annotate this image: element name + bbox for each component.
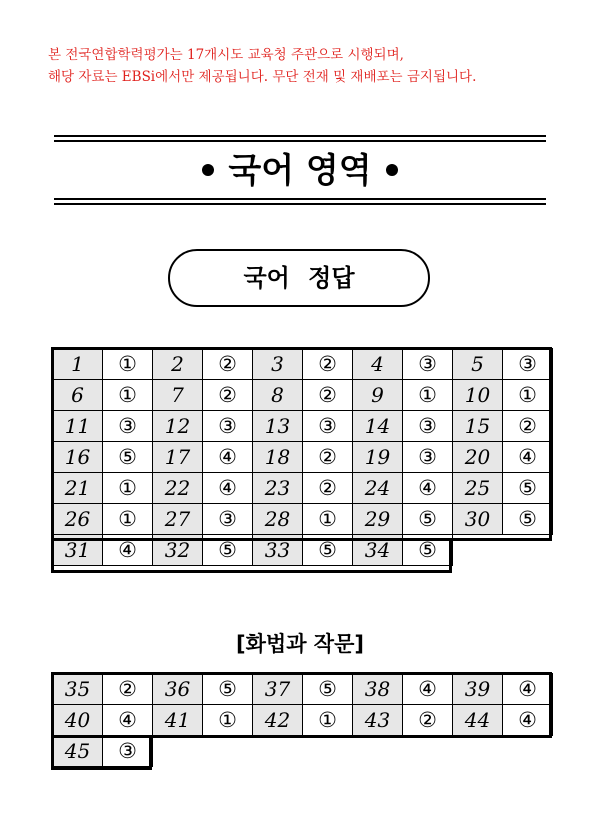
empty-cell (453, 535, 503, 566)
question-number: 4 (353, 349, 403, 380)
answer-choice: ③ (403, 349, 453, 380)
bottom-rule-2 (54, 203, 546, 205)
answer-choice: ⑤ (303, 535, 353, 566)
answer-row (53, 473, 553, 504)
answer-choice: ⑤ (303, 674, 353, 705)
answer-choice: ① (203, 705, 253, 736)
question-number: 20 (453, 442, 503, 473)
answer-choice: ④ (503, 705, 553, 736)
answer-choice: ③ (203, 504, 253, 535)
answer-choice: ③ (503, 349, 553, 380)
answer-choice: ② (303, 442, 353, 473)
answer-choice: ② (303, 349, 353, 380)
question-number: 24 (353, 473, 403, 504)
answer-choice: ② (103, 674, 153, 705)
answer-row (53, 349, 553, 380)
question-number: 35 (53, 674, 103, 705)
bottom-rule-1 (54, 198, 546, 200)
answer-choice: ⑤ (103, 442, 153, 473)
question-number: 45 (53, 736, 103, 767)
answer-choice: ③ (403, 442, 453, 473)
answer-choice: ③ (103, 736, 153, 767)
answer-choice: ① (303, 705, 353, 736)
answer-choice: ① (103, 380, 153, 411)
question-number: 34 (353, 535, 403, 566)
question-number: 23 (253, 473, 303, 504)
answer-choice: ① (403, 380, 453, 411)
common-answer-table (52, 348, 553, 566)
elective-answer-table (52, 673, 553, 767)
question-number: 37 (253, 674, 303, 705)
question-number: 39 (453, 674, 503, 705)
empty-cell (203, 736, 253, 767)
question-number: 8 (253, 380, 303, 411)
answer-choice: ② (403, 705, 453, 736)
answer-choice: ② (203, 380, 253, 411)
answer-row (53, 736, 553, 767)
answer-choice: ④ (203, 442, 253, 473)
answer-choice: ② (303, 473, 353, 504)
answer-row (53, 504, 553, 535)
top-rule-2 (54, 140, 546, 142)
notice-line-1: 본 전국연합학력평가는 17개시도 교육청 주관으로 시행되며, (48, 47, 404, 63)
answer-choice: ⑤ (203, 535, 253, 566)
question-number: 19 (353, 442, 403, 473)
answer-row (53, 705, 553, 736)
question-number: 17 (153, 442, 203, 473)
answer-choice: ② (203, 349, 253, 380)
empty-cell (503, 736, 553, 767)
answer-choice: ② (303, 380, 353, 411)
question-number: 13 (253, 411, 303, 442)
question-number: 3 (253, 349, 303, 380)
question-number: 29 (353, 504, 403, 535)
empty-cell (303, 736, 353, 767)
question-number: 16 (53, 442, 103, 473)
question-number: 38 (353, 674, 403, 705)
question-number: 30 (453, 504, 503, 535)
question-number: 40 (53, 705, 103, 736)
copyright-notice (48, 44, 588, 88)
answer-choice: ① (103, 349, 153, 380)
empty-cell (253, 736, 303, 767)
question-number: 31 (53, 535, 103, 566)
top-rule-1 (54, 135, 546, 137)
empty-cell (453, 736, 503, 767)
question-number: 11 (53, 411, 103, 442)
bullet-icon (386, 164, 398, 176)
answer-heading: 국어 정답 (168, 249, 430, 307)
answer-choice: ④ (203, 473, 253, 504)
answer-choice: ③ (203, 411, 253, 442)
question-number: 33 (253, 535, 303, 566)
answer-choice: ④ (503, 674, 553, 705)
answer-choice: ③ (403, 411, 453, 442)
question-number: 18 (253, 442, 303, 473)
answer-choice: ④ (103, 535, 153, 566)
answer-row (53, 674, 553, 705)
question-number: 43 (353, 705, 403, 736)
question-number: 15 (453, 411, 503, 442)
answer-choice: ④ (403, 473, 453, 504)
section-title (54, 146, 546, 196)
question-number: 14 (353, 411, 403, 442)
empty-cell (353, 736, 403, 767)
question-number: 26 (53, 504, 103, 535)
question-number: 6 (53, 380, 103, 411)
answer-choice: ① (503, 380, 553, 411)
question-number: 10 (453, 380, 503, 411)
answer-row (53, 442, 553, 473)
answer-choice: ④ (403, 674, 453, 705)
notice-line-2: 해당 자료는 EBSi에서만 제공됩니다. 무단 전재 및 재배포는 금지됩니다. (48, 69, 477, 85)
answer-choice: ① (303, 504, 353, 535)
question-number: 25 (453, 473, 503, 504)
question-number: 7 (153, 380, 203, 411)
question-number: 5 (453, 349, 503, 380)
question-number: 2 (153, 349, 203, 380)
question-number: 9 (353, 380, 403, 411)
bullet-icon (202, 164, 214, 176)
question-number: 22 (153, 473, 203, 504)
answer-choice: ③ (103, 411, 153, 442)
question-number: 44 (453, 705, 503, 736)
answer-choice: ③ (303, 411, 353, 442)
question-number: 12 (153, 411, 203, 442)
answer-choice: ① (103, 473, 153, 504)
question-number: 21 (53, 473, 103, 504)
answer-choice: ⑤ (403, 504, 453, 535)
question-number: 41 (153, 705, 203, 736)
question-number: 36 (153, 674, 203, 705)
empty-cell (153, 736, 203, 767)
answer-choice: ④ (503, 442, 553, 473)
answer-row (53, 411, 553, 442)
empty-cell (503, 535, 553, 566)
empty-cell (403, 736, 453, 767)
answer-row (53, 380, 553, 411)
question-number: 32 (153, 535, 203, 566)
answer-choice: ② (503, 411, 553, 442)
question-number: 1 (53, 349, 103, 380)
question-number: 28 (253, 504, 303, 535)
question-number: 27 (153, 504, 203, 535)
answer-choice: ⑤ (403, 535, 453, 566)
section-title-text: 국어 영역 (228, 151, 372, 191)
elective-title: [화법과 작문] (236, 632, 364, 656)
answer-choice: ⑤ (503, 504, 553, 535)
answer-choice: ⑤ (203, 674, 253, 705)
answer-choice: ④ (103, 705, 153, 736)
answer-choice: ⑤ (503, 473, 553, 504)
question-number: 42 (253, 705, 303, 736)
answer-choice: ① (103, 504, 153, 535)
answer-row (53, 535, 553, 566)
